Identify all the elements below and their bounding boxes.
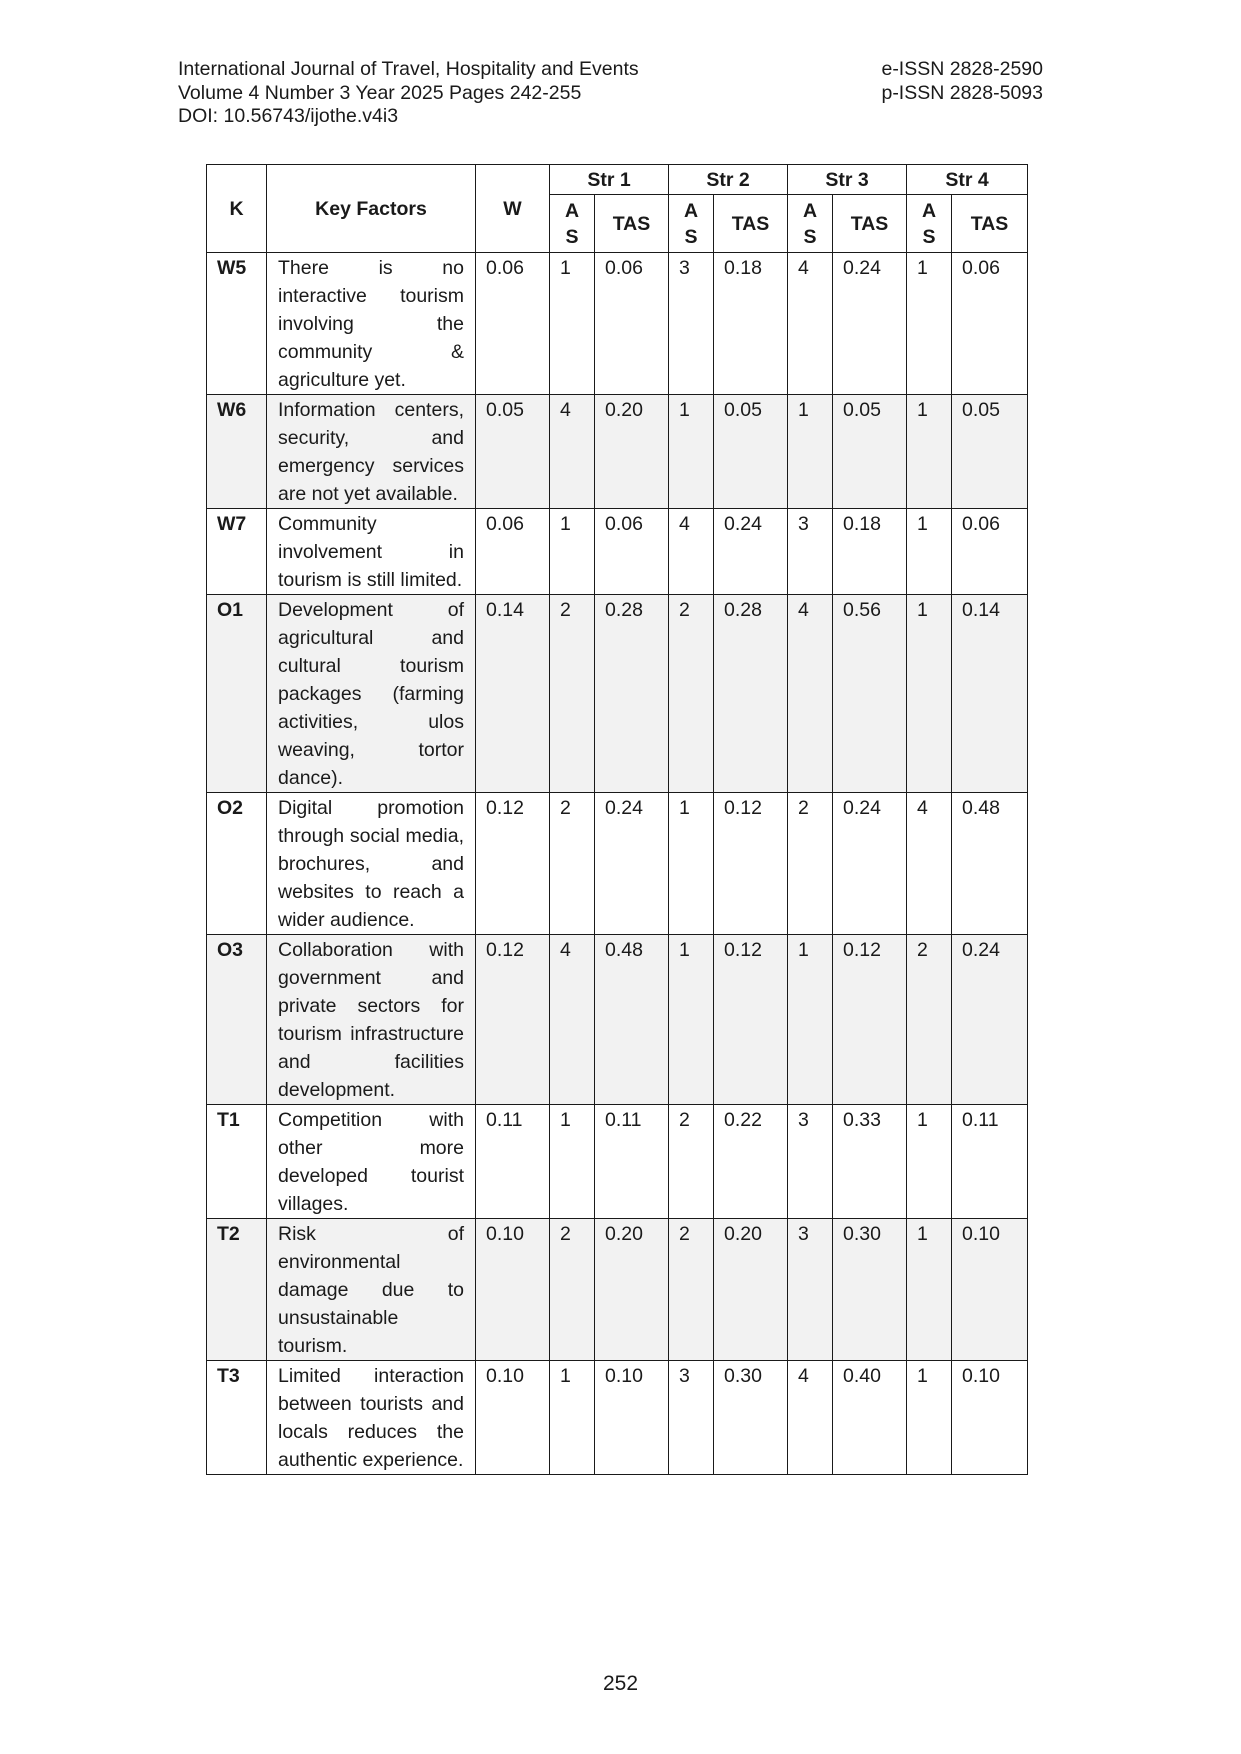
factor-code: T1	[207, 1105, 267, 1219]
table-row	[207, 395, 1028, 509]
header-str-3: Str 3	[788, 165, 907, 195]
weight-cell: 0.06	[476, 509, 550, 595]
tas-cell: 0.24	[595, 793, 669, 935]
page-number: 252	[602, 1672, 639, 1695]
as-cell: 1	[669, 935, 714, 1105]
factor-description: Information centers, security, and emergency services are not yet available.	[267, 395, 476, 509]
eissn: e-ISSN 2828-2590	[881, 58, 1043, 80]
weight-cell: 0.12	[476, 793, 550, 935]
weight-cell: 0.06	[476, 253, 550, 395]
tas-cell: 0.33	[833, 1105, 907, 1219]
as-cell: 2	[788, 793, 833, 935]
tas-cell: 0.12	[833, 935, 907, 1105]
tas-cell: 0.30	[833, 1219, 907, 1361]
as-cell: 3	[788, 1105, 833, 1219]
factor-description: Risk of environmental damage due to unsustainable tourism.	[267, 1219, 476, 1361]
tas-cell: 0.22	[714, 1105, 788, 1219]
as-cell: 1	[907, 1219, 952, 1361]
header-str-1: Str 1	[550, 165, 669, 195]
tas-cell: 0.24	[833, 253, 907, 395]
as-cell: 1	[550, 1105, 595, 1219]
factor-description: Limited interaction between tourists and locals reduces the authentic experience.	[267, 1361, 476, 1475]
weight-cell: 0.05	[476, 395, 550, 509]
factor-description: There is no interactive tourism involving the community & agriculture yet.	[267, 253, 476, 395]
header-str-2: Str 2	[669, 165, 788, 195]
tas-cell: 0.20	[714, 1219, 788, 1361]
tas-cell: 0.48	[595, 935, 669, 1105]
tas-cell: 0.05	[833, 395, 907, 509]
as-cell: 2	[669, 595, 714, 793]
weight-cell: 0.14	[476, 595, 550, 793]
tas-cell: 0.11	[952, 1105, 1028, 1219]
table-row	[207, 1361, 1028, 1475]
pissn: p-ISSN 2828-5093	[881, 81, 1043, 104]
as-cell: 3	[788, 509, 833, 595]
as-cell: 4	[550, 395, 595, 509]
as-cell: 1	[550, 253, 595, 395]
as-cell: 1	[907, 253, 952, 395]
tas-cell: 0.05	[714, 395, 788, 509]
weight-cell: 0.12	[476, 935, 550, 1105]
as-cell: 2	[907, 935, 952, 1105]
as-cell: 3	[788, 1219, 833, 1361]
as-cell: 2	[669, 1219, 714, 1361]
tas-cell: 0.28	[714, 595, 788, 793]
table-row	[207, 509, 1028, 595]
header-tas: TAS	[952, 195, 1028, 253]
table-row	[207, 935, 1028, 1105]
tas-cell: 0.11	[595, 1105, 669, 1219]
journal-title: International Journal of Travel, Hospitality and Events	[178, 58, 639, 80]
factor-code: T3	[207, 1361, 267, 1475]
as-cell: 2	[550, 595, 595, 793]
weight-cell: 0.10	[476, 1361, 550, 1475]
header-k: K	[207, 165, 267, 253]
factor-description: Development of agricultural and cultural tourism packages (farming activities, ulos weaving, tortor dance).	[267, 595, 476, 793]
table-row	[207, 1219, 1028, 1361]
factor-code: O1	[207, 595, 267, 793]
tas-cell: 0.06	[952, 509, 1028, 595]
header-as: A S	[669, 195, 714, 253]
as-cell: 4	[907, 793, 952, 935]
header-tas: TAS	[595, 195, 669, 253]
tas-cell: 0.20	[595, 1219, 669, 1361]
tas-cell: 0.40	[833, 1361, 907, 1475]
table-row	[207, 253, 1028, 395]
factor-description: Collaboration with government and private sectors for tourism infrastructure and facilities development.	[267, 935, 476, 1105]
table-row	[207, 1105, 1028, 1219]
factor-code: W6	[207, 395, 267, 509]
as-cell: 4	[788, 253, 833, 395]
tas-cell: 0.18	[833, 509, 907, 595]
as-cell: 4	[788, 1361, 833, 1475]
factor-code: W5	[207, 253, 267, 395]
factor-description: Competition with other more developed tourist villages.	[267, 1105, 476, 1219]
tas-cell: 0.05	[952, 395, 1028, 509]
factor-description: Digital promotion through social media, brochures, and websites to reach a wider audience.	[267, 793, 476, 935]
tas-cell: 0.06	[595, 253, 669, 395]
tas-cell: 0.30	[714, 1361, 788, 1475]
as-cell: 1	[788, 395, 833, 509]
as-cell: 3	[669, 1361, 714, 1475]
tas-cell: 0.20	[595, 395, 669, 509]
factor-code: O2	[207, 793, 267, 935]
header-tas: TAS	[833, 195, 907, 253]
header-as: A S	[907, 195, 952, 253]
as-cell: 1	[669, 395, 714, 509]
header-row-1	[207, 165, 1028, 195]
header-key-factors: Key Factors	[267, 165, 476, 253]
as-cell: 1	[550, 509, 595, 595]
header-as: A S	[550, 195, 595, 253]
tas-cell: 0.24	[833, 793, 907, 935]
factor-code: O3	[207, 935, 267, 1105]
tas-cell: 0.10	[952, 1219, 1028, 1361]
header-as: A S	[788, 195, 833, 253]
header-w: W	[476, 165, 550, 253]
as-cell: 2	[550, 1219, 595, 1361]
journal-header	[178, 58, 1043, 129]
weight-cell: 0.11	[476, 1105, 550, 1219]
tas-cell: 0.56	[833, 595, 907, 793]
as-cell: 1	[550, 1361, 595, 1475]
doi: DOI: 10.56743/ijothe.v4i3	[178, 105, 399, 127]
header-str-4: Str 4	[907, 165, 1028, 195]
as-cell: 1	[907, 595, 952, 793]
as-cell: 4	[550, 935, 595, 1105]
tas-cell: 0.06	[595, 509, 669, 595]
as-cell: 1	[669, 793, 714, 935]
tas-cell: 0.48	[952, 793, 1028, 935]
tas-cell: 0.24	[952, 935, 1028, 1105]
table-row	[207, 595, 1028, 793]
tas-cell: 0.12	[714, 935, 788, 1105]
tas-cell: 0.12	[714, 793, 788, 935]
as-cell: 1	[907, 395, 952, 509]
as-cell: 3	[669, 253, 714, 395]
qspm-table-container	[206, 164, 1027, 1475]
as-cell: 1	[907, 1105, 952, 1219]
tas-cell: 0.10	[952, 1361, 1028, 1475]
tas-cell: 0.10	[595, 1361, 669, 1475]
as-cell: 1	[788, 935, 833, 1105]
as-cell: 1	[907, 1361, 952, 1475]
tas-cell: 0.18	[714, 253, 788, 395]
as-cell: 2	[550, 793, 595, 935]
tas-cell: 0.24	[714, 509, 788, 595]
header-tas: TAS	[714, 195, 788, 253]
factor-code: W7	[207, 509, 267, 595]
qspm-table	[206, 164, 1028, 1475]
weight-cell: 0.10	[476, 1219, 550, 1361]
tas-cell: 0.28	[595, 595, 669, 793]
tas-cell: 0.06	[952, 253, 1028, 395]
as-cell: 4	[788, 595, 833, 793]
table-row	[207, 793, 1028, 935]
volume-info: Volume 4 Number 3 Year 2025 Pages 242-255	[178, 81, 582, 104]
as-cell: 4	[669, 509, 714, 595]
factor-code: T2	[207, 1219, 267, 1361]
factor-description: Community involvement in tourism is still limited.	[267, 509, 476, 595]
tas-cell: 0.14	[952, 595, 1028, 793]
as-cell: 2	[669, 1105, 714, 1219]
as-cell: 1	[907, 509, 952, 595]
